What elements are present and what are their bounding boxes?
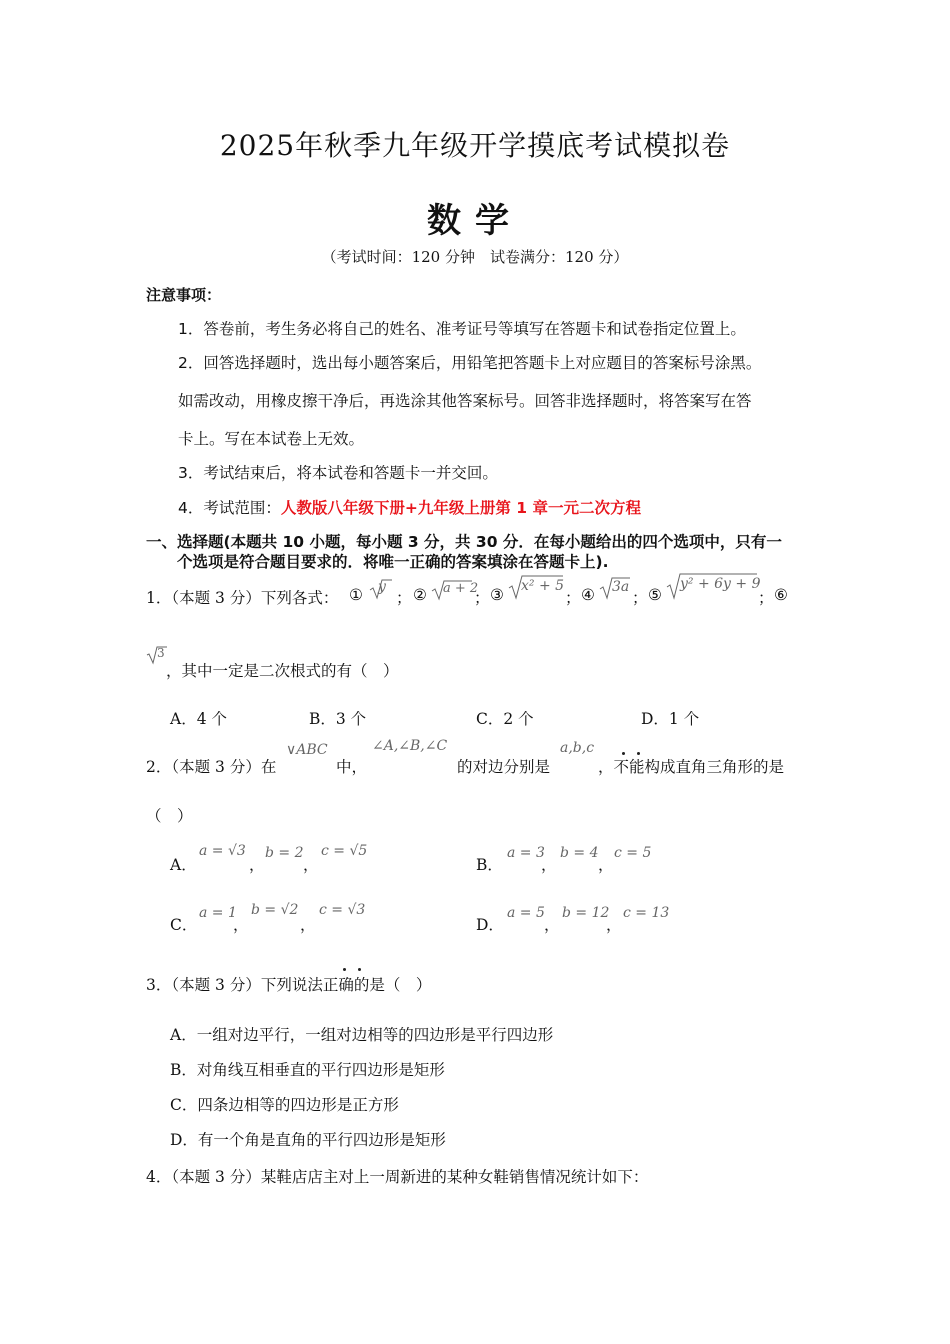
q1-expr-5: y² + 6y + 9 (680, 576, 761, 592)
q2-mid-2: 的对边分别是 (457, 758, 551, 776)
question-3-suffix: 的是（ ） (353, 976, 432, 994)
q3-option-c[interactable]: C．四条边相等的四边形是正方形 (170, 1096, 399, 1114)
emphasis-dot (637, 752, 640, 755)
q2-option-c-b: b = √2 (251, 902, 299, 918)
q2-option-a-b: b = 2 (265, 845, 304, 861)
note-item-3: 3．考试结束后，将本试卷和答题卡一并交回。 (178, 464, 498, 482)
q1-mark-3: ③ (490, 586, 504, 604)
exam-scope: 人教版八年级下册+九年级上册第 1 章一元二次方程 (280, 499, 641, 517)
q2-angles: ∠A,∠B,∠C (372, 738, 448, 754)
q2-triangle: ∨ABC (286, 742, 328, 758)
note-item-2-line-1: 2．回答选择题时，选出每小题答案后，用铅笔把答题卡上对应题目的答案标号涂黑。 (178, 354, 762, 372)
q2-option-b-a: a = 3 (507, 845, 545, 861)
q1-option-c[interactable]: C．2 个 (476, 710, 534, 728)
question-2-suffix: ，不能构成直角三角形的是 (598, 758, 785, 776)
emphasis-dot (622, 752, 625, 755)
question-2-paren: （ ） (146, 807, 193, 825)
q2-option-d-c: c = 13 (623, 905, 670, 921)
question-3-prefix: 3．（本题 3 分）下列说法 (146, 976, 323, 994)
q2-option-d-comma: ， (606, 916, 622, 934)
q2-option-d-label[interactable]: D． (476, 916, 504, 934)
notes-heading: 注意事项： (146, 286, 222, 304)
q1-sep-1: ； (396, 589, 412, 607)
q2-sides: a,b,c (560, 740, 595, 756)
q1-mark-5: ⑤ (648, 586, 662, 604)
q1-option-d[interactable]: D．1 个 (641, 710, 700, 728)
exam-title: 2025年秋季九年级开学摸底考试模拟卷 (219, 129, 731, 162)
q2-option-c-comma: ， (300, 916, 316, 934)
note-item-4-prefix: 4．考试范围： (178, 499, 281, 517)
subject-title: 数学 (427, 201, 523, 241)
q2-option-b-b: b = 4 (560, 845, 599, 861)
q1-mark-4: ④ (581, 586, 595, 604)
q1-option-b[interactable]: B．3 个 (309, 710, 367, 728)
q2-option-a-comma: ， (249, 856, 265, 874)
q2-option-c-a: a = 1 (199, 905, 237, 921)
q2-option-a-label[interactable]: A． (170, 856, 197, 874)
question-1-suffix: ，其中一定是二次根式的有（ ） (166, 662, 399, 680)
q1-sep-5: ； (758, 589, 774, 607)
q2-option-d-b: b = 12 (562, 905, 610, 921)
q2-option-b-c: c = 5 (614, 845, 652, 861)
q1-option-a[interactable]: A．4 个 (170, 710, 227, 728)
q2-option-a-a: a = √3 (199, 843, 246, 859)
note-item-2-line-3: 卡上。写在本试卷上无效。 (178, 430, 365, 448)
question-3-emphasis: 正确 (322, 976, 354, 994)
q1-expr-3: x² + 5 (521, 578, 565, 594)
q1-sep-3: ； (565, 589, 581, 607)
q2-option-b-label[interactable]: B． (476, 856, 503, 874)
q1-sep-2: ； (474, 589, 490, 607)
emphasis-dot (343, 968, 346, 971)
part1-heading-line-1: 一、选择题(本题共 10 小题，每小题 3 分，共 30 分．在每小题给出的四个选项中，只有一 (146, 533, 782, 551)
q2-option-b-comma: ， (598, 856, 614, 874)
q1-expr-2: a + 2 (443, 581, 479, 596)
note-item-4 (178, 496, 641, 518)
question-2-prefix: 2．（本题 3 分）在 (146, 758, 277, 776)
q1-mark-1: ① (349, 586, 363, 604)
q2-option-c-comma: ， (233, 916, 249, 934)
q2-option-b-comma: ， (541, 856, 557, 874)
q2-option-c-label[interactable]: C． (170, 916, 198, 934)
q1-mark-2: ② (413, 586, 427, 604)
q2-option-d-comma: ， (544, 916, 560, 934)
q1-sep-4: ； (632, 589, 648, 607)
q1-mark-6: ⑥ (774, 586, 788, 604)
question-3 (146, 973, 431, 995)
q2-option-a-comma: ， (303, 856, 319, 874)
note-item-1: 1．答卷前，考生务必将自己的姓名、准考证号等填写在答题卡和试卷指定位置上。 (178, 320, 746, 338)
q1-expr-6: 3 (157, 646, 165, 660)
q3-option-a[interactable]: A．一组对边平行，一组对边相等的四边形是平行四边形 (170, 1026, 554, 1044)
question-4: 4．（本题 3 分）某鞋店店主对上一周新进的某种女鞋销售情况统计如下： (146, 1168, 649, 1186)
q3-option-b[interactable]: B．对角线互相垂直的平行四边形是矩形 (170, 1061, 445, 1079)
q2-option-c-c: c = √3 (319, 902, 366, 918)
emphasis-dot (358, 968, 361, 971)
part1-heading-line-2: 个选项是符合题目要求的．将唯一正确的答案填涂在答题卡上). (177, 553, 609, 571)
q3-option-d[interactable]: D．有一个角是直角的平行四边形是矩形 (170, 1131, 446, 1149)
note-item-2-line-2: 如需改动，用橡皮擦干净后，再选涂其他答案标号。回答非选择题时，将答案写在答 (178, 392, 752, 410)
time-info: （考试时间：120 分钟 试卷满分：120 分） (321, 248, 629, 266)
q2-option-a-c: c = √5 (321, 843, 368, 859)
question-1-prefix: 1．（本题 3 分）下列各式： (146, 589, 339, 607)
q1-expr-1: y (378, 579, 386, 595)
q2-mid-1: 中， (336, 758, 368, 776)
q2-option-d-a: a = 5 (507, 905, 545, 921)
q1-expr-4: 3a (612, 579, 630, 595)
